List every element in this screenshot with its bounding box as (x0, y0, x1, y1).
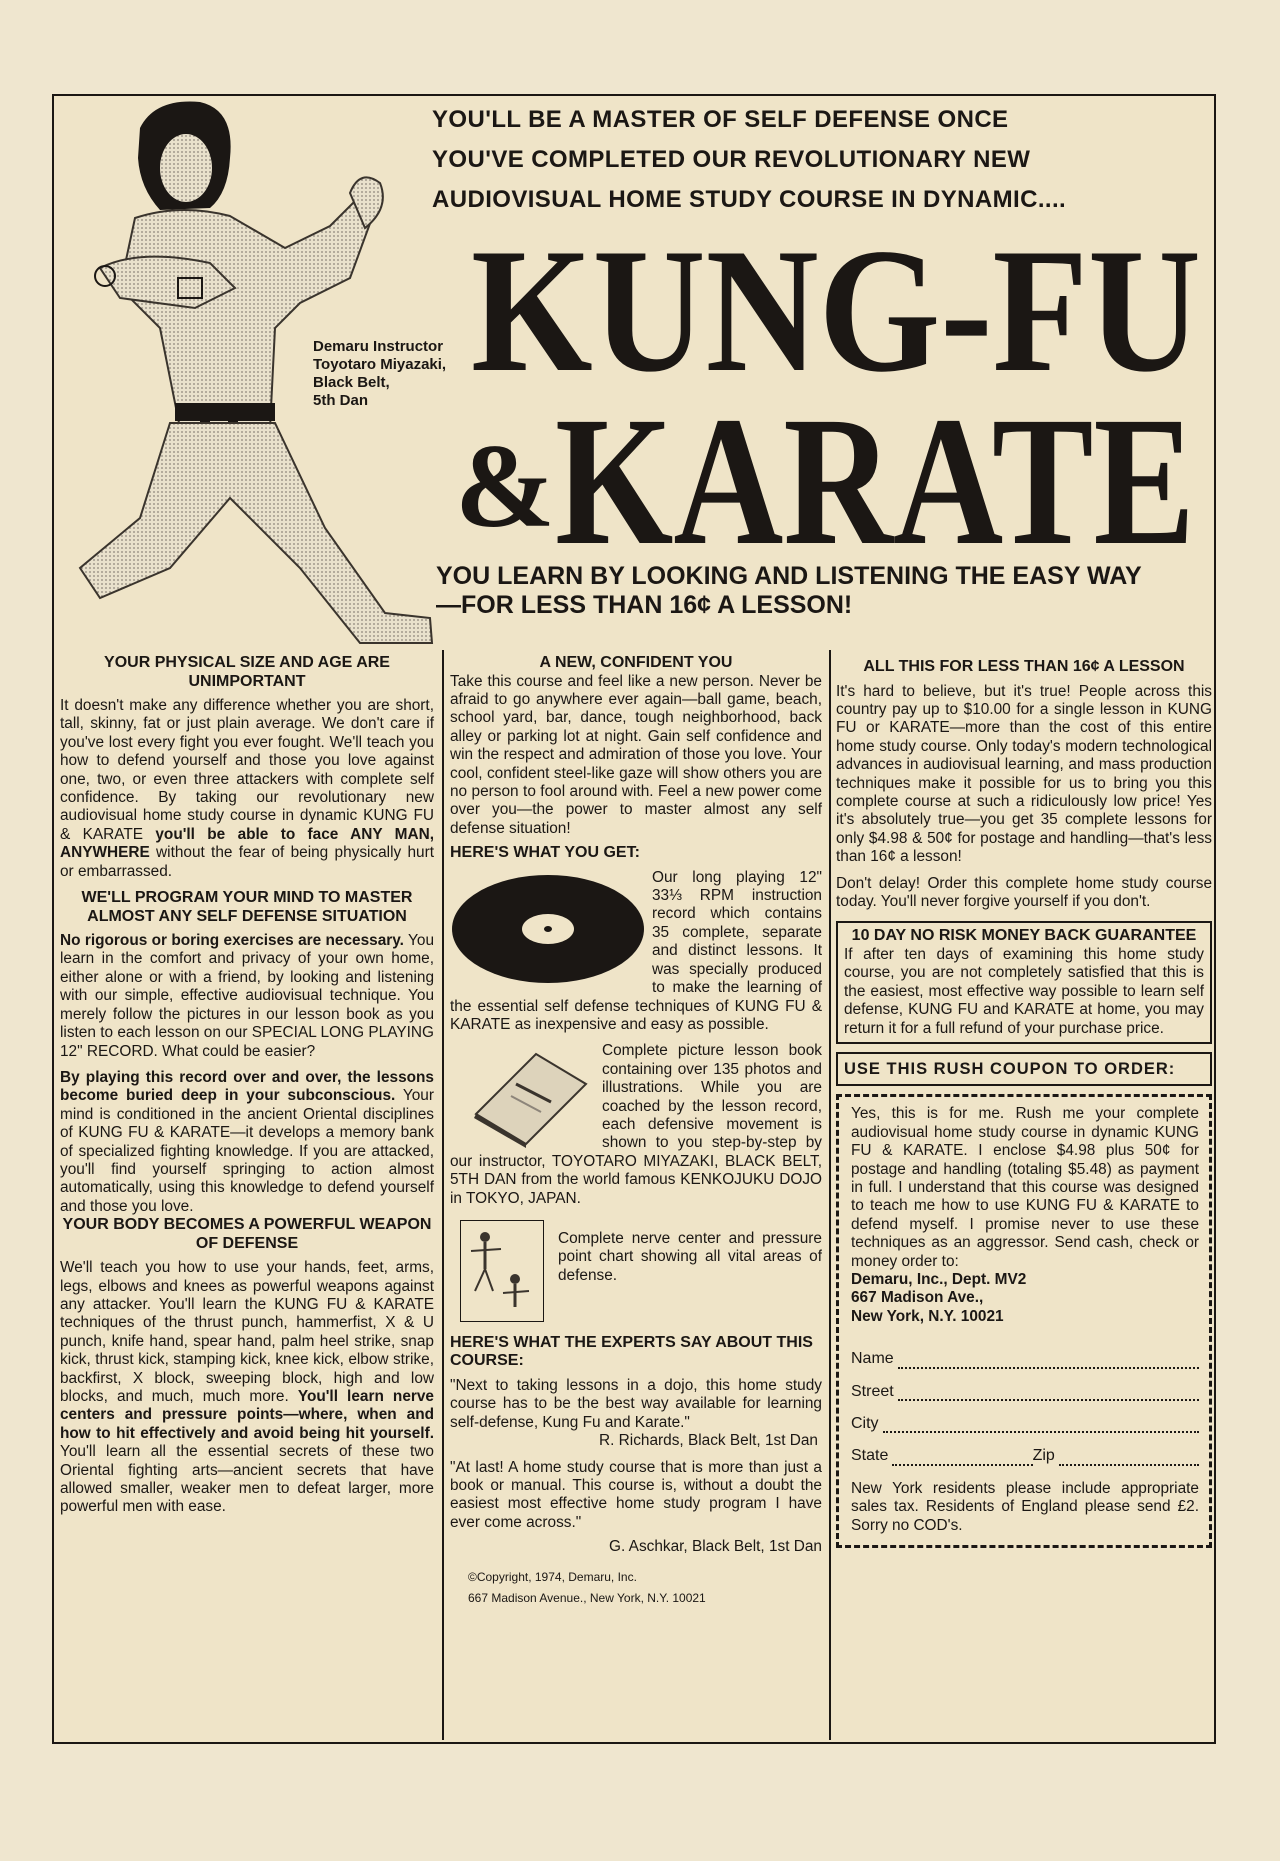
field-label: Street (851, 1382, 894, 1400)
city-line[interactable] (883, 1421, 1199, 1433)
section-heading: YOUR BODY BECOMES A POWERFUL WEAPON OF DEFENSE (62, 1216, 432, 1252)
title-ampersand: & (455, 419, 555, 552)
guarantee-heading: 10 DAY NO RISK MONEY BACK GUARANTEE (846, 927, 1203, 946)
subheadline (436, 562, 1216, 620)
headline-line: AUDIOVISUAL HOME STUDY COURSE IN DYNAMIC.... (432, 186, 1067, 213)
offer-item-record (450, 869, 822, 1035)
coupon-heading: USE THIS RUSH COUPON TO ORDER: (836, 1052, 1212, 1086)
address-line: Demaru, Inc., Dept. MV2 (851, 1270, 1027, 1288)
paragraph: Complete picture lesson book containing over 135 photos and illustrations. While you are coached by the lesson record, each defensive movement is shown to you step-by-step by our instructor, TOYOTARO MIYAZAKI, BLACK BELT, 5TH DAN from the world famous KENKOJUKU DOJO in TOKYO, JAPAN. (450, 1042, 822, 1207)
section-heading: ALL THIS FOR LESS THAN 16¢ A LESSON (863, 658, 1185, 675)
paragraph: Complete nerve center and pressure point chart showing all vital areas of defense. (558, 1229, 822, 1284)
title-kung-fu-karate (455, 218, 1217, 553)
column-left (60, 654, 434, 1517)
coupon-text: Yes, this is for me. Rush me your complete audiovisual home study course in dynamic KUNG FU & KARATE. I enclose $4.98 plus 50¢ for postage and handling (totaling $5.48) as payment in full. I understand that this course was designed to teach me how to use KUNG FU & KARATE to defend myself. I promise never to use these techniques as an aggressor. Send cash, check or money order to: (851, 1105, 1199, 1270)
section-heading: A NEW, CONFIDENT YOU (539, 654, 733, 671)
offer-item-chart (450, 1216, 822, 1326)
column-divider (442, 650, 444, 1740)
section-heading: HERE'S WHAT YOU GET: (450, 844, 640, 862)
subhead-line: YOU LEARN BY LOOKING AND LISTENING THE EASY WAY (436, 562, 1142, 590)
state-line[interactable] (892, 1454, 1032, 1466)
offer-item-book (450, 1042, 822, 1208)
coupon-footer: New York residents please include appropriate sales tax. Residents of England please send £2. Sorry no COD's. (851, 1479, 1199, 1534)
field-label: State (851, 1447, 889, 1465)
column-right (836, 658, 1212, 1548)
column-divider (829, 650, 831, 1740)
street-line[interactable] (898, 1389, 1199, 1401)
copyright-address: 667 Madison Avenue., New York, N.Y. 10021 (468, 1590, 706, 1605)
testimonial-attribution: G. Aschkar, Black Belt, 1st Dan (609, 1538, 822, 1556)
field-label: Name (851, 1350, 894, 1368)
subhead-line: —FOR LESS THAN 16¢ A LESSON! (436, 591, 853, 619)
headline (432, 100, 1212, 220)
caption-line: Black Belt, (313, 374, 390, 391)
guarantee-text: If after ten days of examining this home study course, you are not completely satisfied that this is the easiest, most effective way possible to learn self defense, KUNG FU and KARATE at home, you may return it for a full refund of your purchase price. (844, 945, 1204, 1037)
paragraph: Don't delay! Order this complete home study course today. You'll never forgive yourself if you don't. (836, 874, 1212, 910)
paragraph: Take this course and feel like a new person. Never be afraid to go anywhere ever again—ball game, beach, school yard, bar, dance, tough neighborhood, back alley or parking lot at night. Gain self confidence and win the respect and admiration of those you love. Your cool, confident steel-like gaze will show others you are no person to fool around with. Feel a new power come over you—the power to master almost any self defense situation! (450, 672, 822, 837)
pressure-point-chart-icon (460, 1220, 544, 1322)
section-heading: YOUR PHYSICAL SIZE AND AGE ARE UNIMPORTANT (104, 654, 390, 690)
zip-line[interactable] (1059, 1454, 1199, 1466)
testimonial-quote: "Next to taking lessons in a dojo, this home study course has to be the best way available for learning self-defense, Kung Fu and Karate." (450, 1376, 822, 1431)
street-field[interactable] (851, 1383, 1199, 1401)
section-heading: HERE'S WHAT THE EXPERTS SAY ABOUT THIS COURSE: (450, 1333, 813, 1370)
paragraph: By playing this record over and over, the lessons become buried deep in your subconscious. Your mind is conditioned in the ancient Oriental disciplines of KUNG FU & KARATE—it develops a memory bank of specialized fighting knowledge. If you are attacked, you'll find yourself springing to action almost automatically, using this knowledge to defend yourself and those you love. (60, 1068, 434, 1215)
address-line: 667 Madison Ave., (851, 1289, 984, 1307)
field-label: City (851, 1415, 879, 1432)
paragraph: No rigorous or boring exercises are necessary. You learn in the comfort and privacy of your own home, either alone or with a friend, by looking and listening with our simple, effective audiovisual technique. You merely follow the pictures in our lesson book as you listen to each lesson on our SPECIAL LONG PLAYING 12" RECORD. What could be easier? (60, 932, 434, 1060)
paragraph: It doesn't make any difference whether you are short, tall, skinny, fat or just plain average. We don't care if you've lost every fight you ever fought. We'll teach you how to defend yourself and those you love against one, two, or even three attackers with complete self confidence. By taking our revolutionary new audiovisual home study course in dynamic KUNG FU & KARATE you'll be able to face ANY MAN, ANYWHERE without the fear of being physically hurt or embarrassed. (60, 697, 434, 880)
copyright (450, 1567, 822, 1609)
address-line: New York, N.Y. 10021 (851, 1307, 1004, 1325)
testimonial-quote: "At last! A home study course that is more than just a book or manual. This course is, without a doubt the easiest most effective home study program I have ever come across." (450, 1458, 822, 1531)
caption-line: Toyotaro Miyazaki, (313, 356, 447, 373)
name-field[interactable] (851, 1350, 1199, 1368)
record-icon (450, 873, 646, 985)
title-line-1: KUNG-FU (471, 218, 1201, 409)
testimonial-attribution: R. Richards, Black Belt, 1st Dan (599, 1432, 818, 1450)
caption-line: Demaru Instructor (313, 338, 444, 355)
headline-line: YOU'LL BE A MASTER OF SELF DEFENSE ONCE (432, 106, 1009, 133)
column-middle (450, 654, 822, 1609)
lesson-book-icon (466, 1044, 594, 1148)
city-field[interactable] (851, 1415, 1199, 1433)
headline-line: YOU'VE COMPLETED OUR REVOLUTIONARY NEW (432, 146, 1031, 173)
copyright-line: ©Copyright, 1974, Demaru, Inc. (468, 1569, 637, 1584)
paragraph: Our long playing 12" 33⅓ RPM instruction record which contains 35 complete, separate and distinct lessons. It was specially produced to make the learning of the essential self defense techniques of KUNG FU & KARATE as inexpensive and easy as possible. (450, 868, 822, 1033)
section-heading: WE'LL PROGRAM YOUR MIND TO MASTER ALMOST ANY SELF DEFENSE SITUATION (81, 889, 413, 925)
paragraph: It's hard to believe, but it's true! People across this country pay up to $10.00 for a single lesson in KUNG FU or KARATE—more than the cost of this entire home study course. Only today's modern technological advances in audiovisual learning, and mass production techniques make it possible for us to bring you this complete course at such a ridiculously low price! Yes it's absolutely true—you get 35 complete lessons for only $4.98 & 50¢ for postage and handling—that's less than 16¢ a lesson! (836, 682, 1212, 866)
field-label: Zip (1032, 1447, 1055, 1465)
state-zip-field[interactable] (851, 1447, 1199, 1465)
order-address (851, 1271, 1199, 1326)
caption-line: 5th Dan (313, 392, 369, 409)
title-line-2: KARATE (555, 379, 1195, 553)
order-coupon[interactable] (836, 1094, 1212, 1548)
paragraph: We'll teach you how to use your hands, feet, arms, legs, elbows and knees as powerful weapons against any attacker. You'll learn the KUNG FU & KARATE techniques of the thrust punch, hammerfist, X & U punch, knife hand, spear hand, palm heel strike, snap kick, thrust kick, stamping kick, knee kick, elbow strike, backfirst, X block, sweeping block, high and low blocks, and much, much more. You'll learn nerve centers and pressure points—where, when and how to hit effectively and avoid being hit yourself. You'll learn all the essential secrets of these two Oriental fighting arts—ancient secrets that have allowed smaller, weaker men to defeat larger, more powerful men with ease. (60, 1259, 434, 1516)
guarantee-box (836, 921, 1212, 1044)
name-line[interactable] (898, 1357, 1199, 1369)
